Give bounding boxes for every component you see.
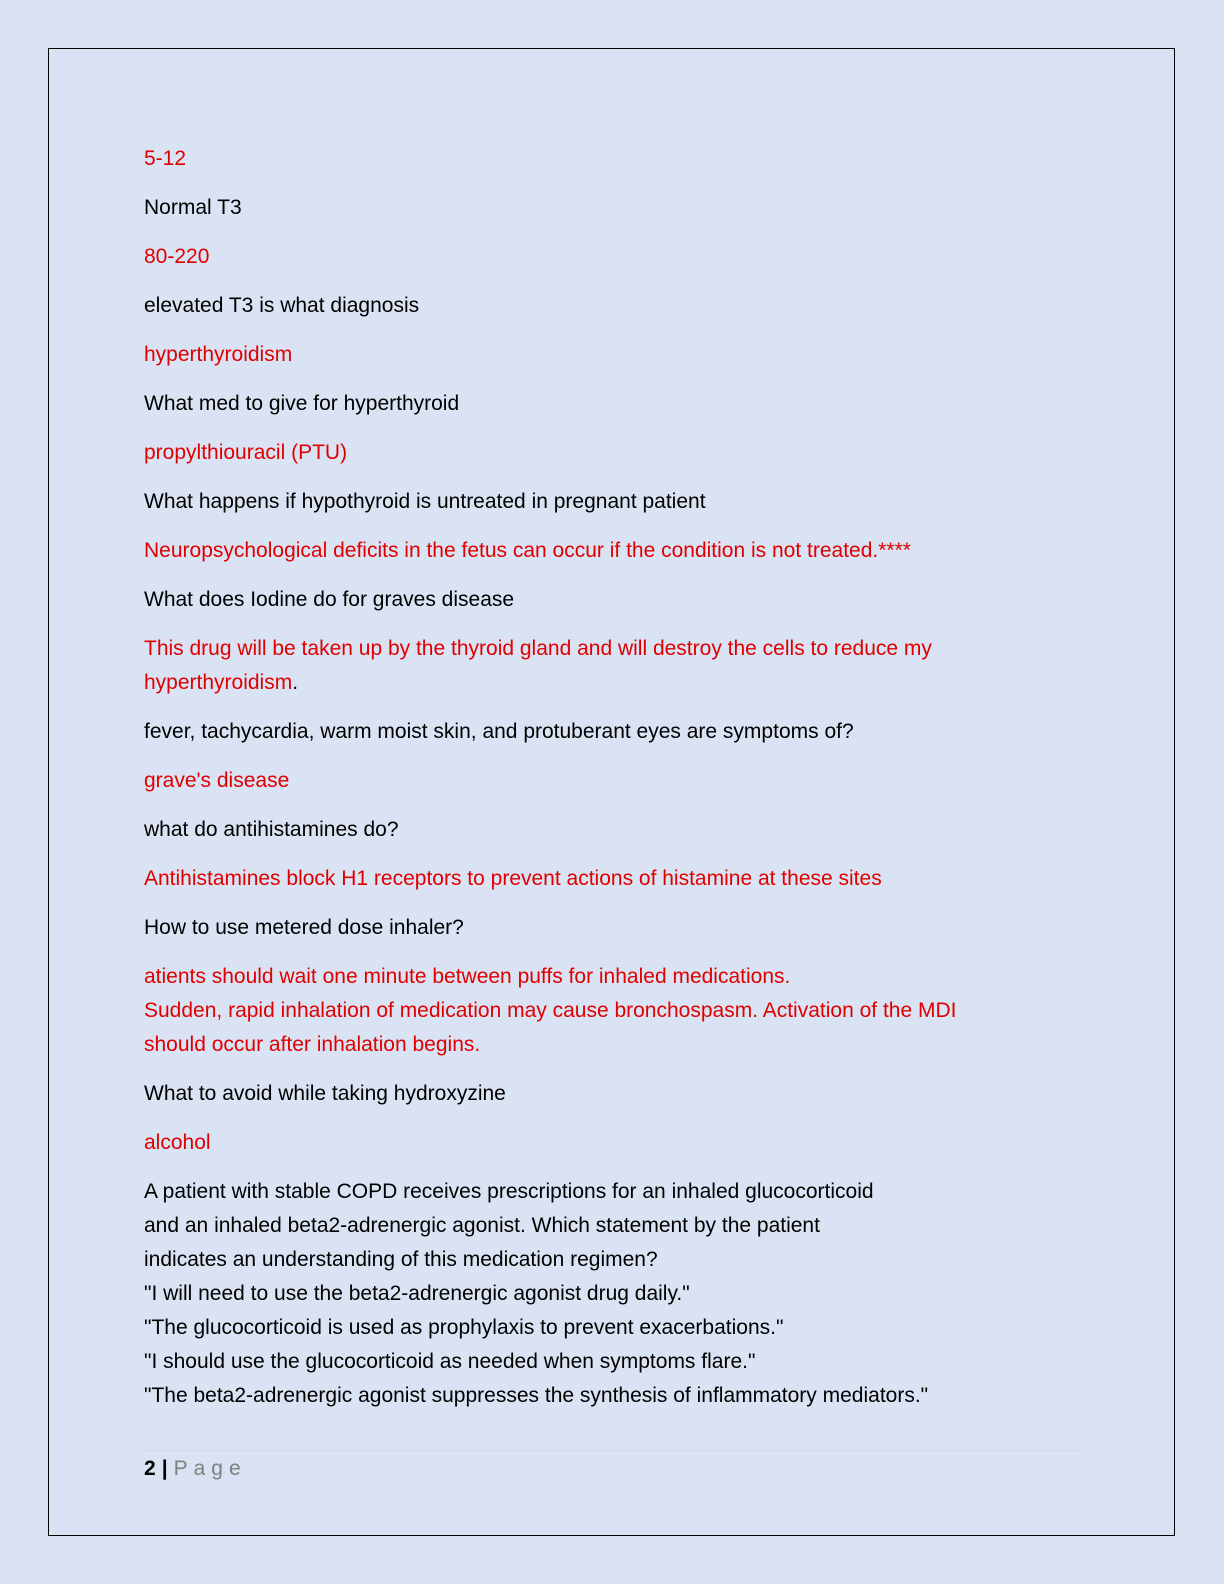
question-paragraph bbox=[144, 1175, 1084, 1413]
text-line: "The beta2-adrenergic agonist suppresses the synthesis of inflammatory mediators." bbox=[144, 1384, 929, 1407]
question-paragraph bbox=[144, 911, 1084, 945]
text-line: Sudden, rapid inhalation of medication may cause bronchospasm. Activation of the MDI bbox=[144, 999, 957, 1022]
answer-paragraph bbox=[144, 240, 1084, 274]
page-label: Page bbox=[173, 1457, 247, 1480]
text-line: "I will need to use the beta2-adrenergic agonist drug daily." bbox=[144, 1282, 690, 1305]
question-paragraph bbox=[144, 813, 1084, 847]
text-line: hyperthyroidism. bbox=[144, 671, 299, 694]
trailing-punctuation: . bbox=[292, 671, 299, 694]
document-body bbox=[144, 142, 1084, 1428]
text-line: propylthiouracil (PTU) bbox=[144, 441, 348, 464]
text-line: grave's disease bbox=[144, 769, 290, 792]
text-line: what do antihistamines do? bbox=[144, 818, 399, 841]
answer-paragraph bbox=[144, 632, 1084, 700]
text-line: hyperthyroidism bbox=[144, 343, 293, 366]
text-line: should occur after inhalation begins. bbox=[144, 1033, 481, 1056]
text-line: Normal T3 bbox=[144, 196, 242, 219]
text-line: "The glucocorticoid is used as prophylaxis to prevent exacerbations." bbox=[144, 1316, 784, 1339]
text-line: 5-12 bbox=[144, 147, 187, 170]
answer-paragraph bbox=[144, 862, 1084, 896]
question-paragraph bbox=[144, 387, 1084, 421]
answer-paragraph bbox=[144, 142, 1084, 176]
text-line: elevated T3 is what diagnosis bbox=[144, 294, 420, 317]
text-line: How to use metered dose inhaler? bbox=[144, 916, 464, 939]
page-number: 2 bbox=[144, 1457, 156, 1480]
question-paragraph bbox=[144, 289, 1084, 323]
text-line: What med to give for hyperthyroid bbox=[144, 392, 460, 415]
question-paragraph bbox=[144, 485, 1084, 519]
page-footer bbox=[144, 1454, 247, 1484]
question-paragraph bbox=[144, 191, 1084, 225]
text-line: alcohol bbox=[144, 1131, 211, 1154]
question-paragraph bbox=[144, 715, 1084, 749]
text-line: This drug will be taken up by the thyroid gland and will destroy the cells to reduce my bbox=[144, 637, 932, 660]
footer-separator: | bbox=[161, 1457, 168, 1480]
text-line: What to avoid while taking hydroxyzine bbox=[144, 1082, 506, 1105]
text-line: 80-220 bbox=[144, 245, 210, 268]
text-line: "I should use the glucocorticoid as needed when symptoms flare." bbox=[144, 1350, 756, 1373]
text-line: indicates an understanding of this medication regimen? bbox=[144, 1248, 658, 1271]
answer-paragraph bbox=[144, 1126, 1084, 1160]
answer-paragraph bbox=[144, 436, 1084, 470]
text-line: What happens if hypothyroid is untreated in pregnant patient bbox=[144, 490, 706, 513]
text-line: atients should wait one minute between puffs for inhaled medications. bbox=[144, 965, 791, 988]
question-paragraph bbox=[144, 583, 1084, 617]
text-line: and an inhaled beta2-adrenergic agonist. Which statement by the patient bbox=[144, 1214, 820, 1237]
text-line: A patient with stable COPD receives prescriptions for an inhaled glucocorticoid bbox=[144, 1180, 874, 1203]
answer-paragraph bbox=[144, 764, 1084, 798]
answer-paragraph bbox=[144, 534, 1084, 568]
answer-paragraph bbox=[144, 338, 1084, 372]
text-line: fever, tachycardia, warm moist skin, and protuberant eyes are symptoms of? bbox=[144, 720, 854, 743]
question-paragraph bbox=[144, 1077, 1084, 1111]
answer-paragraph bbox=[144, 960, 1084, 1062]
text-line: Antihistamines block H1 receptors to prevent actions of histamine at these sites bbox=[144, 867, 882, 890]
text-line: What does Iodine do for graves disease bbox=[144, 588, 515, 611]
footer-divider bbox=[140, 1450, 1085, 1451]
text-line: Neuropsychological deficits in the fetus can occur if the condition is not treated.**** bbox=[144, 539, 911, 562]
